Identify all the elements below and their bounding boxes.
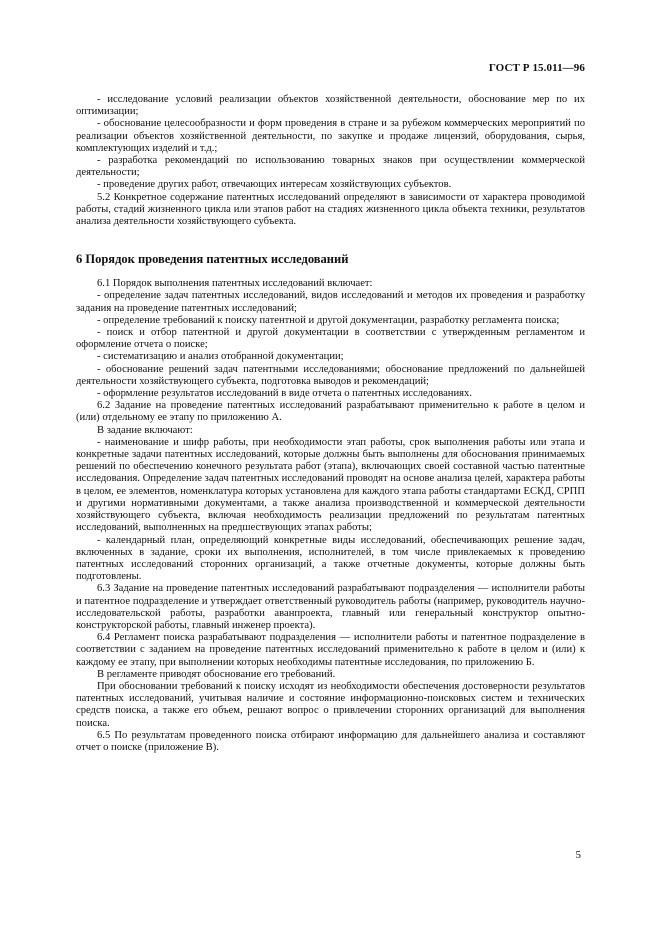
paragraph: 6.5 По результатам проведенного поиска отбирают информацию для дальнейшего анализа и составляют отчет о поиске (приложение В).: [76, 729, 585, 753]
paragraph: - определение задач патентных исследований, видов исследований и методов их проведения и разработку задания на проведение патентных исследований;: [76, 290, 585, 314]
paragraph: - определение требований к поиску патентной и другой документации, разработку регламента поиска;: [97, 314, 560, 326]
section-heading: 6 Порядок проведения патентных исследований: [76, 252, 349, 267]
paragraph: 5.2 Конкретное содержание патентных исследований определяют в зависимости от характера проводимой работы, стадий жизненного цикла или этапов работ на стадиях жизненного цикла объекта техники, результатов анализа деятельности хозяйствующего субъекта.: [76, 191, 585, 228]
paragraph: - календарный план, определяющий конкретные виды исследований, обеспечивающих решение задач, включенных в задание, сроки их выполнения, исполнителей, в том числе привлекаемых к проведению патентных исследований сторонних организаций, а также отчетные документы, которые должны быть подготовлены.: [76, 534, 585, 583]
standard-header: ГОСТ Р 15.011—96: [488, 62, 585, 74]
paragraph: - оформление результатов исследований в виде отчета о патентных исследованиях.: [97, 388, 472, 400]
paragraph: - проведение других работ, отвечающих интересам хозяйствующих субъектов.: [97, 179, 452, 191]
page-number: 5: [575, 849, 581, 861]
paragraph: 6.2 Задание на проведение патентных исследований разрабатывают применительно к работе в целом и (или) отдельному ее этапу по приложению А.: [76, 400, 585, 424]
paragraph: - разработка рекомендаций по использованию товарных знаков при осуществлении коммерческой деятельности;: [76, 155, 585, 179]
paragraph: В задание включают:: [97, 424, 193, 436]
paragraph: - исследование условий реализации объектов хозяйственной деятельности, обоснование мер по их оптимизации;: [76, 94, 585, 118]
paragraph: 6.4 Регламент поиска разрабатывают подразделения — исполнители работы и патентное подразделение в соответствии с заданием на проведение патентных исследований применительно к работе в целом и (или) к каждому ее этапу, при выполнении которых необходимы патентные исследования, по приложению Б.: [76, 632, 585, 668]
paragraph: 6.3 Задание на проведение патентных исследований разрабатывают подразделения — исполнители работы и патентное подразделение и утверждает ответственный руководитель работы (например, руководитель научно-исследовательской работы, разработки аванпроекта, главный или генеральный конструктор опытно-конструкторской работы, главный инженер проекта).: [76, 583, 585, 631]
paragraph: - обоснование целесообразности и форм проведения в стране и за рубежом коммерческих мероприятий по реализации объектов хозяйственной деятельности, по закупке и продаже лицензий, оборудования, сырья, комплектующих изделий и т.д.;: [76, 118, 585, 154]
paragraph: - систематизацию и анализ отобранной документации;: [97, 351, 344, 363]
paragraph: - поиск и отбор патентной и другой документации в соответствии с утвержденным регламентом и оформление отчета о поиске;: [76, 327, 585, 351]
paragraph: - обоснование решений задач патентными исследованиями; обоснование предложений по дальнейшей деятельности хозяйствующего субъекта, подготовка выводов и рекомендаций;: [76, 363, 585, 387]
paragraph: 6.1 Порядок выполнения патентных исследований включает:: [97, 278, 373, 290]
paragraph: При обосновании требований к поиску исходят из необходимости обеспечения достоверности результатов патентных исследований, учитывая наличие и состояние информационно-поисковых систем и технических средств поиска, а также его объем, решают вопрос о привлечении сторонних организаций для выполнения поиска.: [76, 680, 585, 729]
paragraph: - наименование и шифр работы, при необходимости этап работы, срок выполнения работы или этапа и конкретные задачи патентных исследований, которые должны быть выполнены для обоснования принимаемых решений по обеспечению конечного результата работ (этапа), включающих своей составной частью патентные исследования. Определение задач патентных исследований проводят на основе анализа целей, характера работы в целом, ее элементов, номенклатура которых установлена для каждого этапа работы стандартами ЕСКД, СРПП и другими нормативными документами, а также анализа производственной и коммерческой деятельности хозяйствующего субъекта, включая необходимость реализации предложений по результатам патентных исследований, выполненных на предшествующих этапах работы;: [76, 436, 585, 534]
page-content: [76, 94, 585, 754]
paragraph: В регламенте приводят обоснование его требований.: [97, 668, 336, 680]
